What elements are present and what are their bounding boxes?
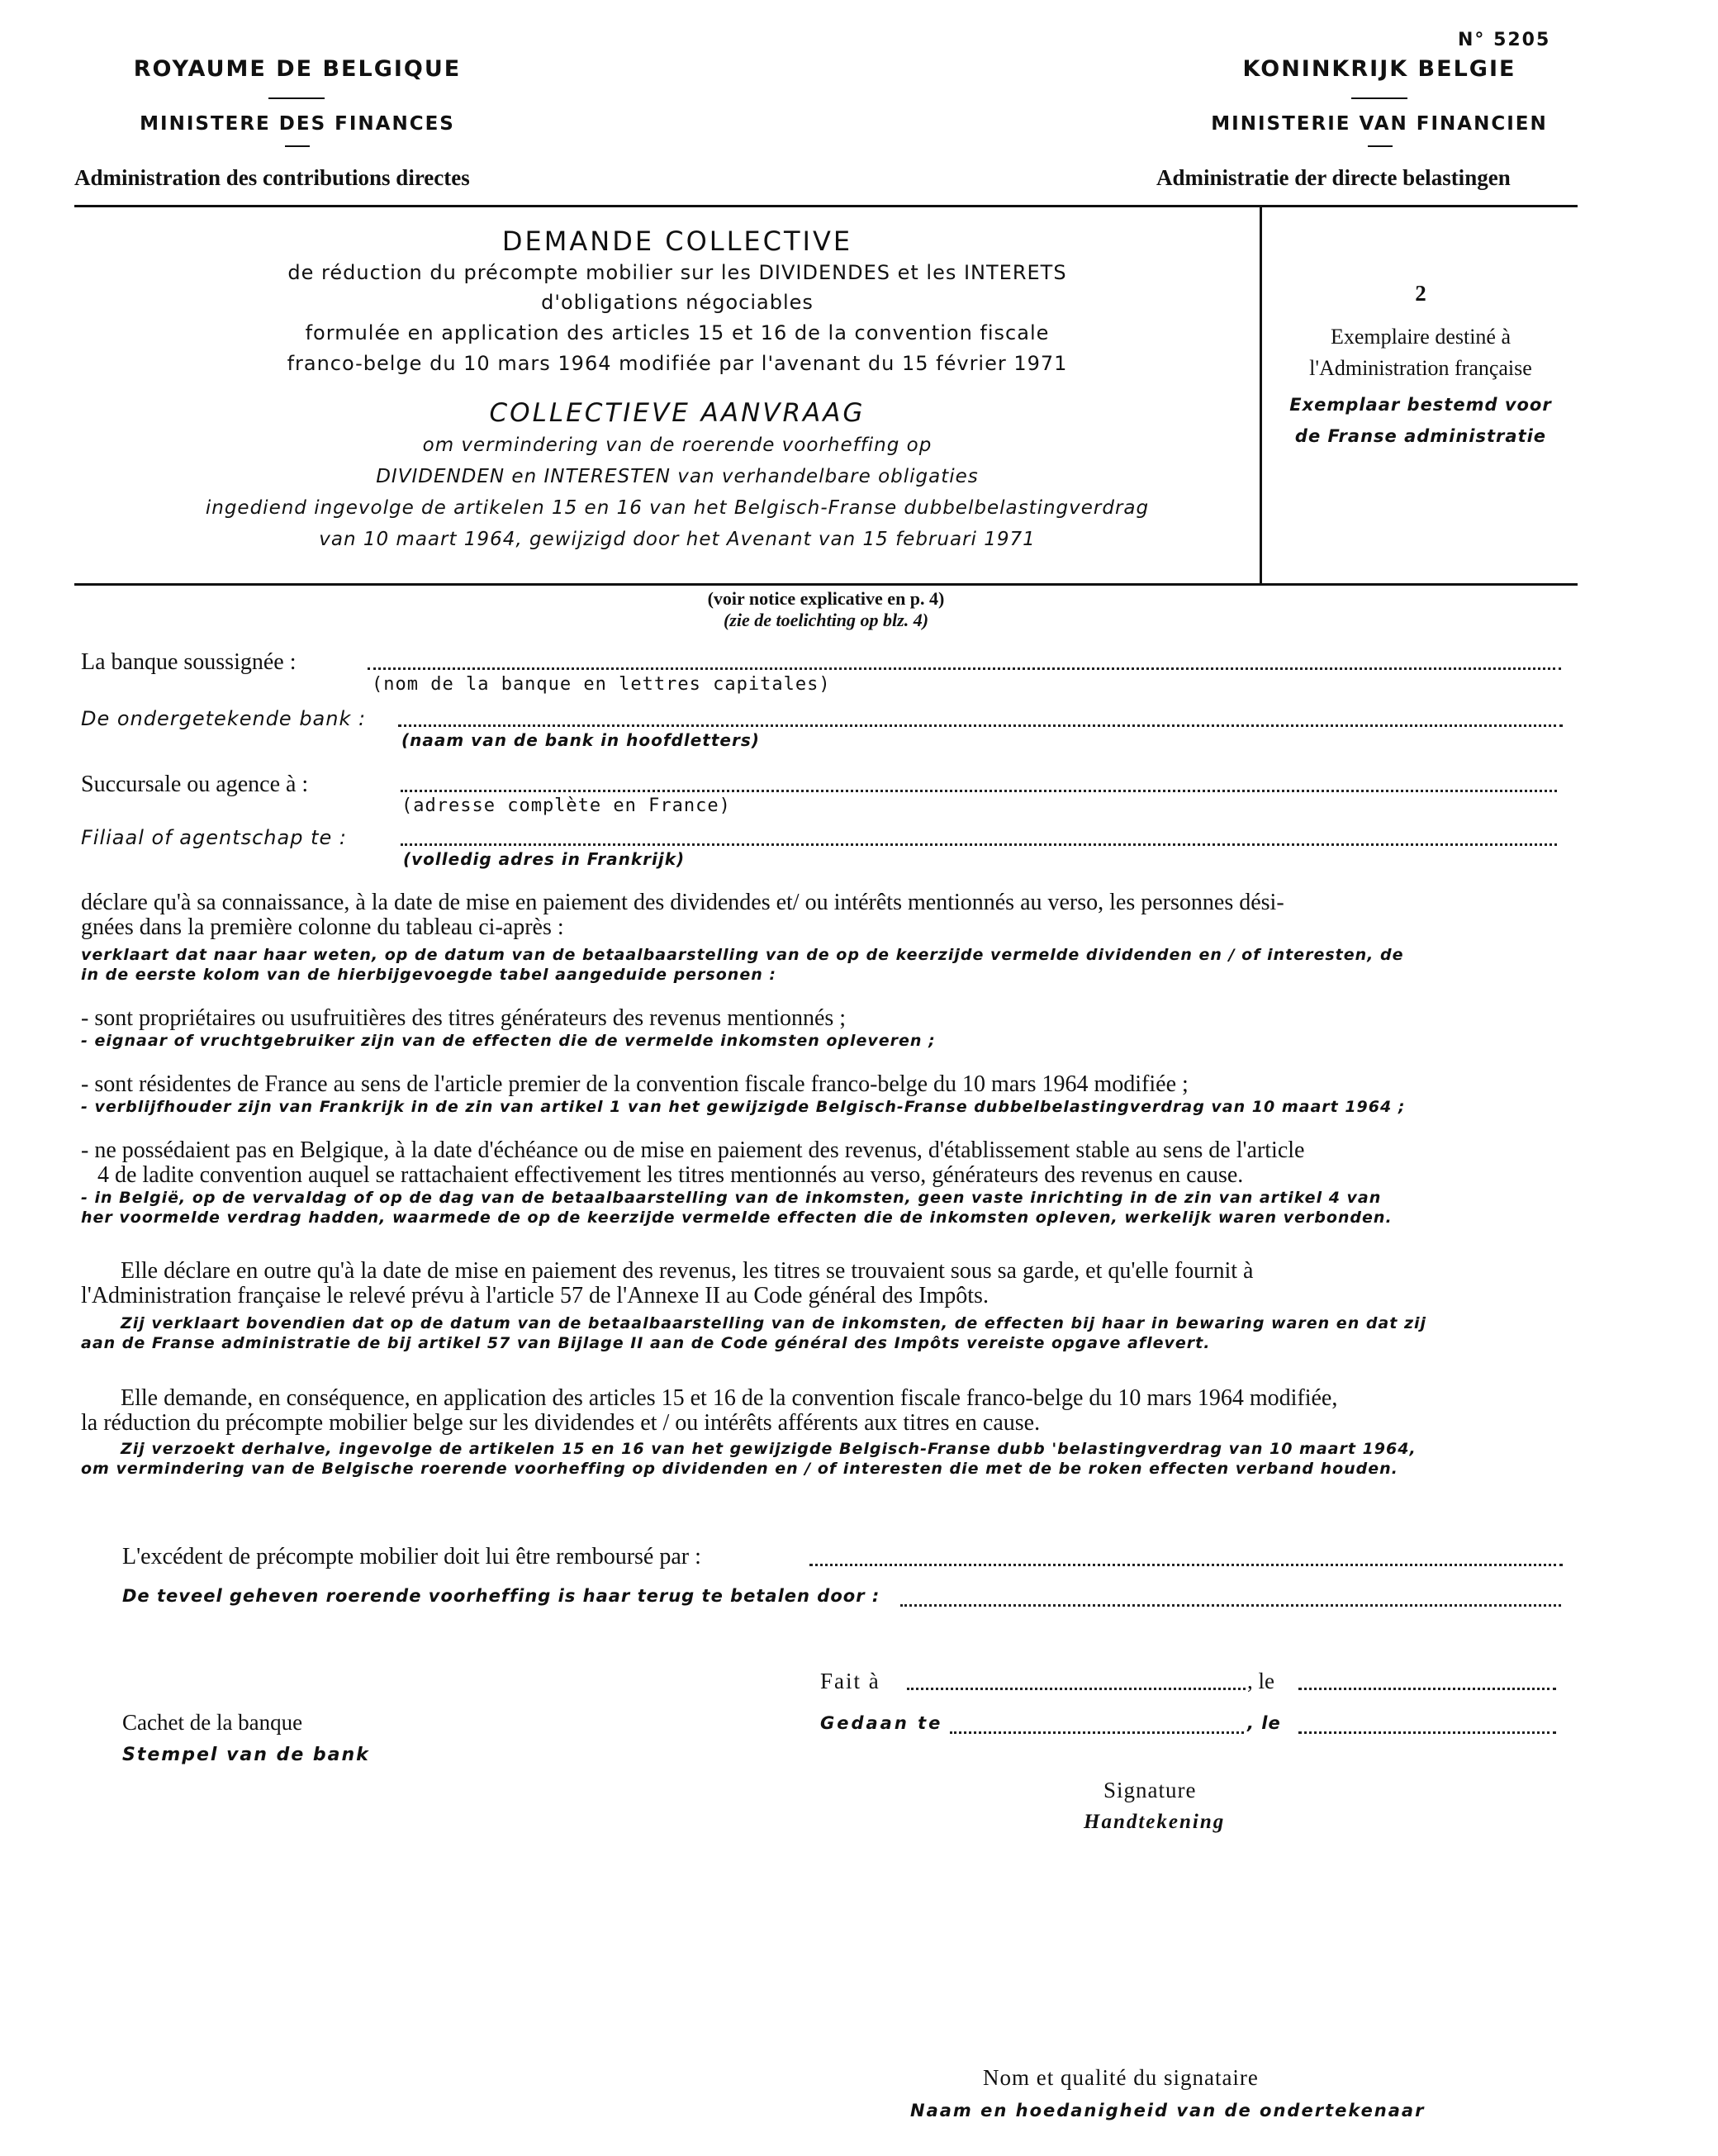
decl-para-2-nl-2: aan de Franse administratie de bij artikel 57 van Bijlage II aan de Code général des Impôts vereiste opgave aflevert. bbox=[81, 1334, 1211, 1352]
signatory-label-fr: Nom et qualité du signataire bbox=[983, 2065, 1259, 2090]
decl-fr-intro-2: gnées dans la première colonne du tableau ci-après : bbox=[81, 914, 564, 940]
bank-label-nl: De ondergetekende bank : bbox=[81, 707, 367, 730]
place-field-fr[interactable] bbox=[907, 1688, 1246, 1690]
decl-item-1-fr: - sont propriétaires ou usufruitières des titres générateurs des revenus mentionnés ; bbox=[81, 1005, 847, 1031]
fait-a-label: Fait à bbox=[820, 1669, 880, 1693]
decl-nl-intro-2: in de eerste kolom van de hierbijgevoegde tabel aangeduide personen : bbox=[81, 966, 776, 984]
signatory-label-nl: Naam en hoedanigheid van de ondertekenaar bbox=[910, 2101, 1426, 2120]
copy-number: 2 bbox=[1415, 281, 1426, 306]
header-right-divider-2 bbox=[1368, 145, 1393, 147]
decl-item-1-nl: - eignaar of vruchtgebruiker zijn van de effecten die de vermelde inkomsten opleveren ; bbox=[81, 1032, 936, 1050]
decl-item-2-nl: - verblijfhouder zijn van Frankrijk in de zin van artikel 1 van het gewijzigde Belgisch-Franse dubbelbelastingverdrag van 10 maart 1964 ; bbox=[81, 1098, 1406, 1116]
title-block-fr bbox=[182, 225, 1173, 378]
header-left-administration: Administration des contributions directes bbox=[74, 165, 470, 190]
fr-title-line-4: franco-belge du 10 mars 1964 modifiée par l'avenant du 15 février 1971 bbox=[287, 352, 1068, 375]
stamp-label-fr: Cachet de la banque bbox=[122, 1710, 303, 1735]
decl-para-2-nl-1: Zij verklaart bovendien dat op de datum van de betaalbaarstelling van de inkomsten, de effecten bij haar in bewaring waren en dat zij bbox=[121, 1314, 1427, 1332]
document-number: N° 5205 bbox=[1458, 30, 1551, 50]
title-block-top-rule bbox=[74, 205, 1578, 207]
date-le-label-fr: , le bbox=[1247, 1669, 1274, 1693]
refund-label-nl: De teveel geheven roerende voorheffing is haar terug te betalen door : bbox=[122, 1586, 880, 1606]
header-left-divider-1 bbox=[268, 97, 325, 99]
decl-fr-intro-1: déclare qu'à sa connaissance, à la date de mise en paiement des dividendes et/ ou intérêts mentionnés au verso, les personnes dési- bbox=[81, 890, 1284, 915]
bank-hint-fr: (nom de la banque en lettres capitales) bbox=[372, 674, 831, 695]
branch-hint-fr: (adresse complète en France) bbox=[401, 795, 731, 816]
copy-box bbox=[1264, 277, 1578, 452]
fr-title: DEMANDE COLLECTIVE bbox=[501, 226, 853, 257]
decl-item-2-fr: - sont résidentes de France au sens de l'article premier de la convention fiscale franco-belge du 10 mars 1964 modifiée ; bbox=[81, 1071, 1189, 1097]
nl-title-line-2: DIVIDENDEN en INTERESTEN van verhandelbare obligaties bbox=[376, 466, 979, 487]
header-right-divider-1 bbox=[1351, 97, 1407, 99]
refund-field-nl[interactable] bbox=[900, 1604, 1561, 1607]
decl-item-3-nl-1: - in België, op de vervaldag of op de dag van de betaalbaarstelling van de inkomsten, geen vaste inrichting in de zin van artikel 4 van bbox=[81, 1189, 1382, 1207]
nl-title-line-3: ingediend ingevolge de artikelen 15 en 16 van het Belgisch-Franse dubbelbelastingverdrag bbox=[205, 497, 1150, 519]
decl-item-3-fr-2: 4 de ladite convention auquel se rattachaient effectivement les titres mentionnés au verso, générateurs des revenus en cause. bbox=[97, 1162, 1244, 1188]
decl-para-2-fr-2: l'Administration française le relevé prévu à l'article 57 de l'Annexe II au Code général des Impôts. bbox=[81, 1283, 989, 1308]
stamp-area[interactable] bbox=[122, 1776, 618, 2024]
decl-para-3-nl-1: Zij verzoekt derhalve, ingevolge de artikelen 15 en 16 van het gewijzigde Belgisch-Franse dubb 'belastingverdrag van 10 maart 1964, bbox=[121, 1440, 1417, 1458]
copy-fr-line-2: l'Administration française bbox=[1309, 356, 1532, 380]
date-field-nl[interactable] bbox=[1298, 1731, 1556, 1734]
fr-title-line-2: d'obligations négociables bbox=[541, 291, 814, 314]
branch-label-fr: Succursale ou agence à : bbox=[81, 772, 309, 797]
branch-hint-nl: (volledig adres in Frankrijk) bbox=[403, 849, 686, 869]
notice-nl: (zie de toelichting op blz. 4) bbox=[723, 610, 929, 630]
bank-label-fr: La banque soussignée : bbox=[81, 649, 297, 675]
decl-item-3-nl-2: her voormelde verdrag hadden, waarmede de op de keerzijde vermelde effecten die de inkomsten opleven, werkelijk waren verbonden. bbox=[81, 1209, 1393, 1227]
decl-para-3-fr-1: Elle demande, en conséquence, en application des articles 15 et 16 de la convention fiscale franco-belge du 10 mars 1964 modifiée, bbox=[121, 1385, 1338, 1411]
copy-nl-line-1: Exemplaar bestemd voor bbox=[1289, 395, 1552, 415]
copy-nl-line-2: de Franse administratie bbox=[1294, 426, 1547, 446]
branch-address-field[interactable] bbox=[401, 790, 1557, 792]
fr-title-line-1: de réduction du précompte mobilier sur les DIVIDENDES et les INTERETS bbox=[287, 261, 1067, 284]
declaration bbox=[81, 890, 1568, 1479]
nl-title: COLLECTIEVE AANVRAAG bbox=[489, 398, 866, 428]
header-right-kingdom: KONINKRIJK BELGIE bbox=[1242, 56, 1516, 82]
header-right-ministry: MINISTERIE VAN FINANCIEN bbox=[1211, 113, 1548, 135]
title-block-vertical-rule bbox=[1260, 205, 1262, 583]
bank-name-field[interactable] bbox=[368, 667, 1561, 670]
notice-fr: (voir notice explicative en p. 4) bbox=[707, 588, 945, 609]
decl-para-2-fr-1: Elle déclare en outre qu'à la date de mise en paiement des revenus, les titres se trouvaient sous sa garde, et qu'elle fournit à bbox=[121, 1258, 1254, 1284]
branch-label-nl: Filiaal of agentschap te : bbox=[81, 826, 347, 849]
header-left-divider-2 bbox=[285, 145, 310, 147]
header-left-ministry: MINISTERE DES FINANCES bbox=[140, 113, 455, 135]
decl-item-3-fr-1: - ne possédaient pas en Belgique, à la date d'échéance ou de mise en paiement des revenus, d'établissement stable au sens de l'article bbox=[81, 1137, 1305, 1163]
bank-hint-nl: (naam van de bank in hoofdletters) bbox=[401, 730, 760, 750]
fr-title-line-3: formulée en application des articles 15 et 16 de la convention fiscale bbox=[305, 321, 1050, 344]
stamp-label-nl: Stempel van de bank bbox=[122, 1745, 370, 1765]
nl-title-line-4: van 10 maart 1964, gewijzigd door het Avenant van 15 februari 1971 bbox=[319, 529, 1036, 550]
signature-label-fr: Signature bbox=[1103, 1778, 1197, 1802]
refund-field[interactable] bbox=[809, 1564, 1563, 1566]
bank-name-field-nl[interactable] bbox=[398, 724, 1563, 727]
gedaan-te-label: Gedaan te bbox=[820, 1713, 943, 1733]
branch-address-field-nl[interactable] bbox=[401, 843, 1557, 846]
date-le-label-nl: , le bbox=[1247, 1713, 1281, 1733]
copy-fr-line-1: Exemplaire destiné à bbox=[1330, 325, 1512, 349]
header-left-kingdom: ROYAUME DE BELGIQUE bbox=[133, 56, 462, 82]
decl-para-3-nl-2: om vermindering van de Belgische roerende voorheffing op dividenden en / of interesten die met de be roken effecten verband houden. bbox=[81, 1460, 1398, 1478]
date-field-fr[interactable] bbox=[1298, 1688, 1556, 1690]
signature-area[interactable] bbox=[909, 1850, 1553, 2049]
decl-para-3-fr-2: la réduction du précompte mobilier belge sur les dividendes et / ou intérêts afférents aux titres en cause. bbox=[81, 1410, 1041, 1436]
nl-title-line-1: om vermindering van de roerende voorheffing op bbox=[422, 435, 933, 456]
notice bbox=[74, 588, 1578, 631]
title-block-bottom-rule bbox=[74, 583, 1578, 586]
decl-nl-intro-1: verklaart dat naar haar weten, op de datum van de betaalbaarstelling van de op de keerzijde vermelde dividenden en / of interesten, de bbox=[81, 946, 1404, 964]
refund-label-fr: L'excédent de précompte mobilier doit lui être remboursé par : bbox=[122, 1544, 701, 1570]
place-field-nl[interactable] bbox=[950, 1731, 1244, 1734]
header-right-administration: Administratie der directe belastingen bbox=[1156, 165, 1511, 190]
title-block-nl bbox=[116, 397, 1239, 555]
signature-label-nl: Handtekening bbox=[1084, 1811, 1226, 1833]
